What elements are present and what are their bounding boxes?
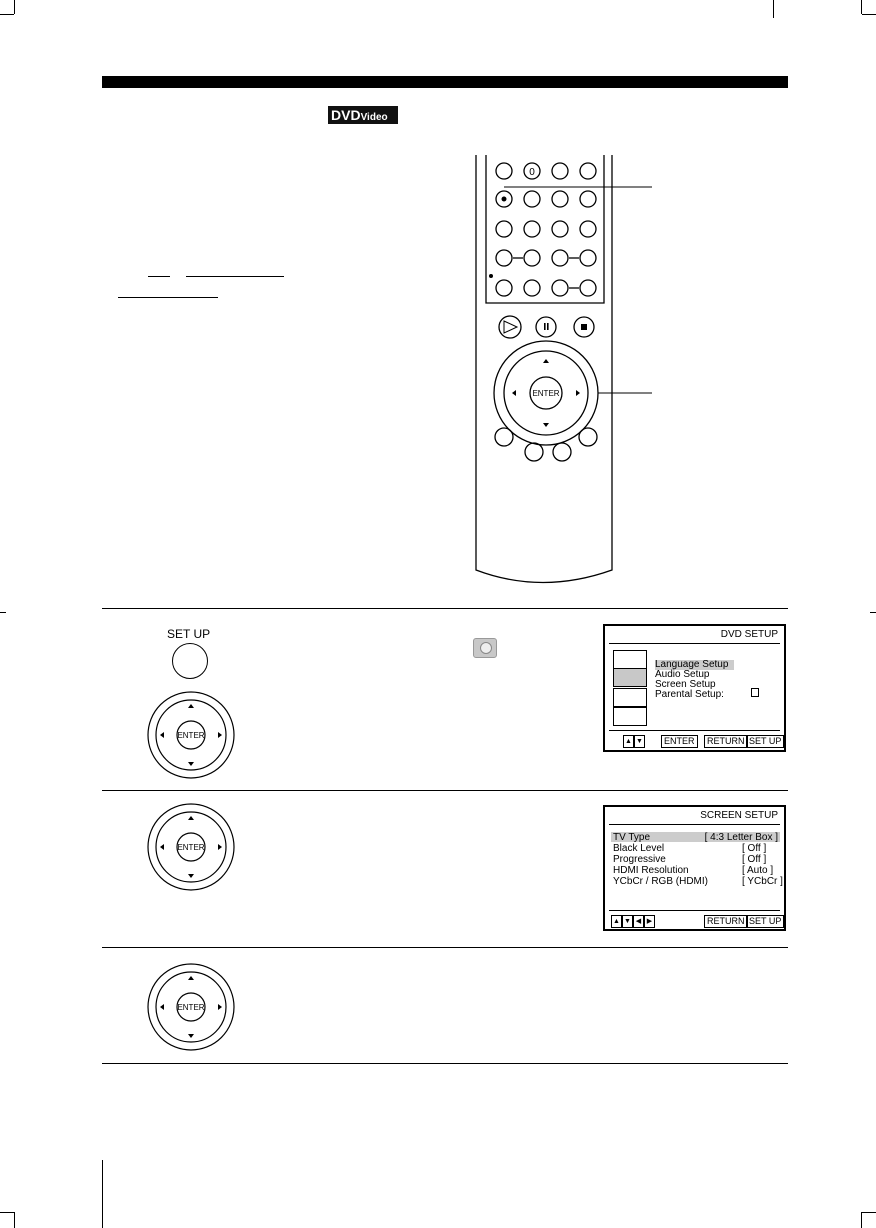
crop-mark (862, 14, 876, 15)
dvd-disc-icon (473, 638, 497, 658)
setting-label-tv-type[interactable]: TV Type (613, 832, 651, 843)
step-divider (102, 608, 788, 609)
menu-item-audio-setup[interactable]: Audio Setup (655, 669, 710, 680)
dvd-video-badge (328, 106, 398, 124)
osd-return-button: RETURN (704, 735, 748, 748)
menu-item-language-setup[interactable]: Language Setup (655, 660, 734, 670)
underline (148, 276, 170, 277)
step-divider (102, 790, 788, 791)
underline (118, 297, 218, 298)
underline (186, 276, 284, 277)
osd-divider (609, 824, 780, 825)
osd-setup-button: SET UP (746, 735, 784, 748)
osd-enter-button: ENTER (661, 735, 698, 748)
enter-label: ENTER (177, 1003, 205, 1012)
crop-mark (773, 0, 774, 18)
badge-main-text: DVD (331, 107, 361, 123)
remote-zero-key-label: 0 (529, 167, 535, 178)
video-icon (613, 688, 647, 707)
setting-label-progressive[interactable]: Progressive (613, 854, 666, 865)
osd-divider (609, 730, 780, 731)
step-divider (102, 947, 788, 948)
program-icon (613, 707, 647, 726)
crop-mark (0, 14, 14, 15)
osd-divider (609, 910, 780, 911)
crop-mark (862, 1212, 876, 1213)
left-arrow-icon: ◀ (633, 915, 644, 928)
menu-item-screen-setup[interactable]: Screen Setup (655, 679, 716, 690)
option-icon (613, 650, 647, 669)
crop-mark (14, 0, 15, 14)
dvd-icon (613, 668, 647, 687)
setting-label-hdmi-resolution[interactable]: HDMI Resolution (613, 865, 689, 876)
setup-button-label: SET UP (167, 627, 211, 641)
setting-label-ycbcr-rgb[interactable]: YCbCr / RGB (HDMI) (613, 876, 708, 887)
setting-value-hdmi-resolution: [ Auto ] (742, 865, 774, 876)
osd-setup-button: SET UP (746, 915, 784, 928)
nav-pad-step2[interactable] (146, 802, 236, 892)
step-divider (102, 1063, 788, 1064)
crop-mark (0, 1212, 14, 1213)
enter-label: ENTER (177, 843, 205, 852)
setting-value-tv-type: [ 4:3 Letter Box ] (704, 832, 778, 843)
osd-return-button: RETURN (704, 915, 748, 928)
setting-label-black-level[interactable]: Black Level (613, 843, 665, 854)
remote-control-illustration (462, 155, 662, 585)
osd-title: SCREEN SETUP (700, 810, 778, 821)
setup-button[interactable] (172, 643, 208, 679)
down-arrow-icon: ▼ (622, 915, 633, 928)
nav-pad-step1[interactable] (146, 690, 236, 780)
lock-icon (751, 688, 759, 697)
crop-mark (0, 612, 6, 613)
crop-mark (861, 0, 862, 14)
down-arrow-icon: ▼ (634, 735, 645, 748)
section-header-rule (102, 76, 788, 88)
osd-divider (609, 643, 780, 644)
crop-mark (870, 612, 876, 613)
right-arrow-icon: ▶ (644, 915, 655, 928)
up-arrow-icon: ▲ (611, 915, 622, 928)
badge-sub-text: Video (360, 112, 388, 123)
enter-label: ENTER (177, 731, 205, 740)
menu-item-parental-setup[interactable]: Parental Setup: (655, 689, 724, 700)
setting-value-ycbcr-rgb: [ YCbCr ] (742, 876, 783, 887)
remote-enter-label: ENTER (532, 389, 560, 398)
setting-value-progressive: [ Off ] (742, 854, 767, 865)
osd-title: DVD SETUP (720, 629, 778, 640)
dvd-setup-screen (603, 624, 786, 752)
screen-setup-screen (603, 805, 786, 931)
up-arrow-icon: ▲ (623, 735, 634, 748)
folio-bar (102, 1160, 103, 1228)
crop-mark (861, 1212, 862, 1228)
nav-pad-step3[interactable] (146, 962, 236, 1052)
setting-value-black-level: [ Off ] (742, 843, 767, 854)
crop-mark (14, 1212, 15, 1228)
